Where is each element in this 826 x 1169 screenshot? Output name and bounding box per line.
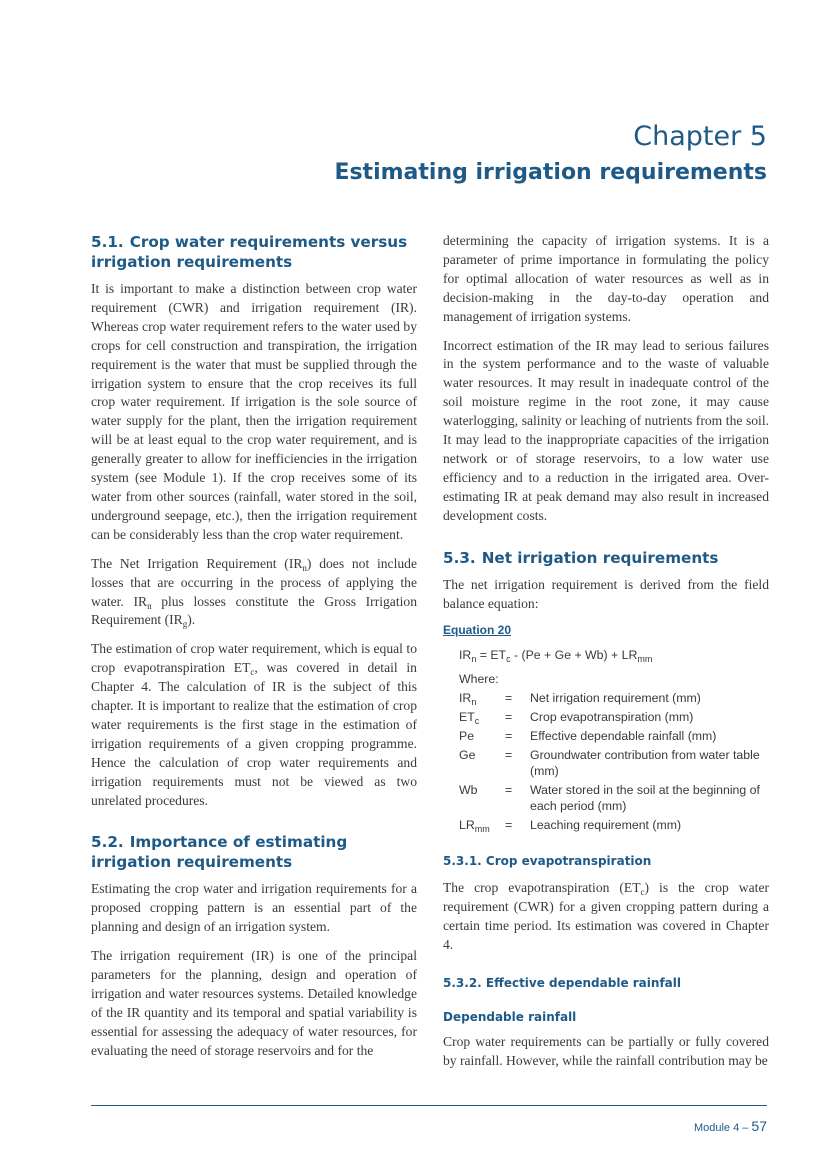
paragraph: The irrigation requirement (IR) is one of the principal parameters for the planning, design and operation of irrigation and water resources systems. Detailed knowledge of the IR quantity and its temporal and spatial variability is essential for assessing the adequacy of water resources, for evaluating the need of storage reservoirs and for the [91,948,417,1058]
equation: $IR_n = ET_c - (Pe + Ge + Wb) + LR_{mm}$ [459,648,653,665]
definition-row: Pe = Effective dependable rainfall (mm) [459,729,717,744]
section-5-3-heading: 5.3. Net irrigation requirements [443,548,719,567]
footer-rule [91,1105,767,1106]
chapter-title: Estimating irrigation requirements [334,160,767,185]
equation-label: Equation 20 [443,623,512,638]
paragraph: The net irrigation requirement is derived from the field balance equation: [443,576,769,611]
paragraph: determining the capacity of irrigation systems. It is a parameter of prime importance in formulating the policy for optimal allocation of water resources as well as in decision-making in the day-to-day operation and management of irrigation systems. [443,233,769,324]
dependable-rainfall-heading: Dependable rainfall [443,1010,577,1025]
paragraph: Crop water requirements can be partially or fully covered by rainfall. However, while the rainfall contribution may be [443,1034,769,1068]
equation-block [459,647,769,833]
paragraph: Estimating the crop water and irrigation requirements for a proposed cropping pattern is an essential part of the planning and design of an irrigation system. [91,881,417,935]
paragraph: Incorrect estimation of the IR may lead to serious failures in the system performance and to the waste of valuable water resources. It may result in inadequate control of the soil moisture regime in the root zone, it may cause waterlogging, salinity or leaching of nutrients from the soil. It may lead to the inappropriate capacities of the irrigation network or of storage reservoirs, to a low water use efficiency and to a reduction in the irrigated area. Over-estimating IR at peak demand may also result in increased development costs. [443,337,769,523]
definition-row: $ET_c$ = Crop evapotranspiration (mm) [459,710,694,727]
page-number: 57 [751,1118,767,1134]
definition-row: $LR_{mm}$ = Leaching requirement (mm) [459,818,682,835]
left-column [91,232,417,1071]
paragraph: The estimation of crop water requirement, which is equal to crop evapotranspiration $ET_c$, was covered in detail in Chapter 4. The calculation of IR is the subject of this chapter. It is important to realize that the estimation of crop water requirements is the first stage in the estimation of irrigation requirements of a given cropping programme. Hence the calculation of crop water requirements and irrigation requirements must not be viewed as two unrelated procedures. [91,641,417,808]
page-footer: Module 4 – 57 [693,1118,767,1134]
definition-row: Wb = Water stored in the soil at the beginning of each period (mm) [459,783,760,814]
definition-row: $IR_n$ = Net irrigation requirement (mm) [459,691,701,708]
paragraph: The Net Irrigation Requirement $(IR_n)$ does not include losses that are occurring in the process of applying the water. $IR_n$ plus losses constitute the Gross Irrigation Requirement $(IR_g)$. [91,555,417,630]
section-5-1-heading: 5.1. Crop water requirements versus irrigation requirements [91,233,408,271]
section-5-2-heading: 5.2. Importance of estimating irrigation requirements [91,833,348,872]
right-column [443,232,769,1081]
paragraph: The crop evapotranspiration $(ET_c)$ is the crop water requirement (CWR) for a given cropping pattern during a certain time period. Its estimation was covered in Chapter 4. [443,880,769,953]
subsection-5-3-1-heading: 5.3.1. Crop evapotranspiration [443,854,652,869]
subsection-5-3-2-heading: 5.3.2. Effective dependable rainfall [443,976,681,991]
chapter-number: Chapter 5 [633,121,767,152]
paragraph: It is important to make a distinction between crop water requirement (CWR) and irrigation requirement (IR). Whereas crop water requirement refers to the water used by crops for cell construction and transpiration, the irrigation requirement is the water that must be supplied through the irrigation system to ensure that the crop receives its full crop water requirement. If irrigation is the sole source of water supply for the plant, then the irrigation requirement will be at least equal to the crop water requirement, and is generally greater to allow for inefficiencies in the irrigation system (see Module 1). If the crop receives some of its water from other sources (rainfall, water stored in the soil, underground seepage, etc.), then the irrigation requirement can be considerably less than the crop water requirement. [91,281,417,542]
definition-row: Ge = Groundwater contribution from water table (mm) [459,748,760,779]
where-label: Where: [459,672,499,687]
